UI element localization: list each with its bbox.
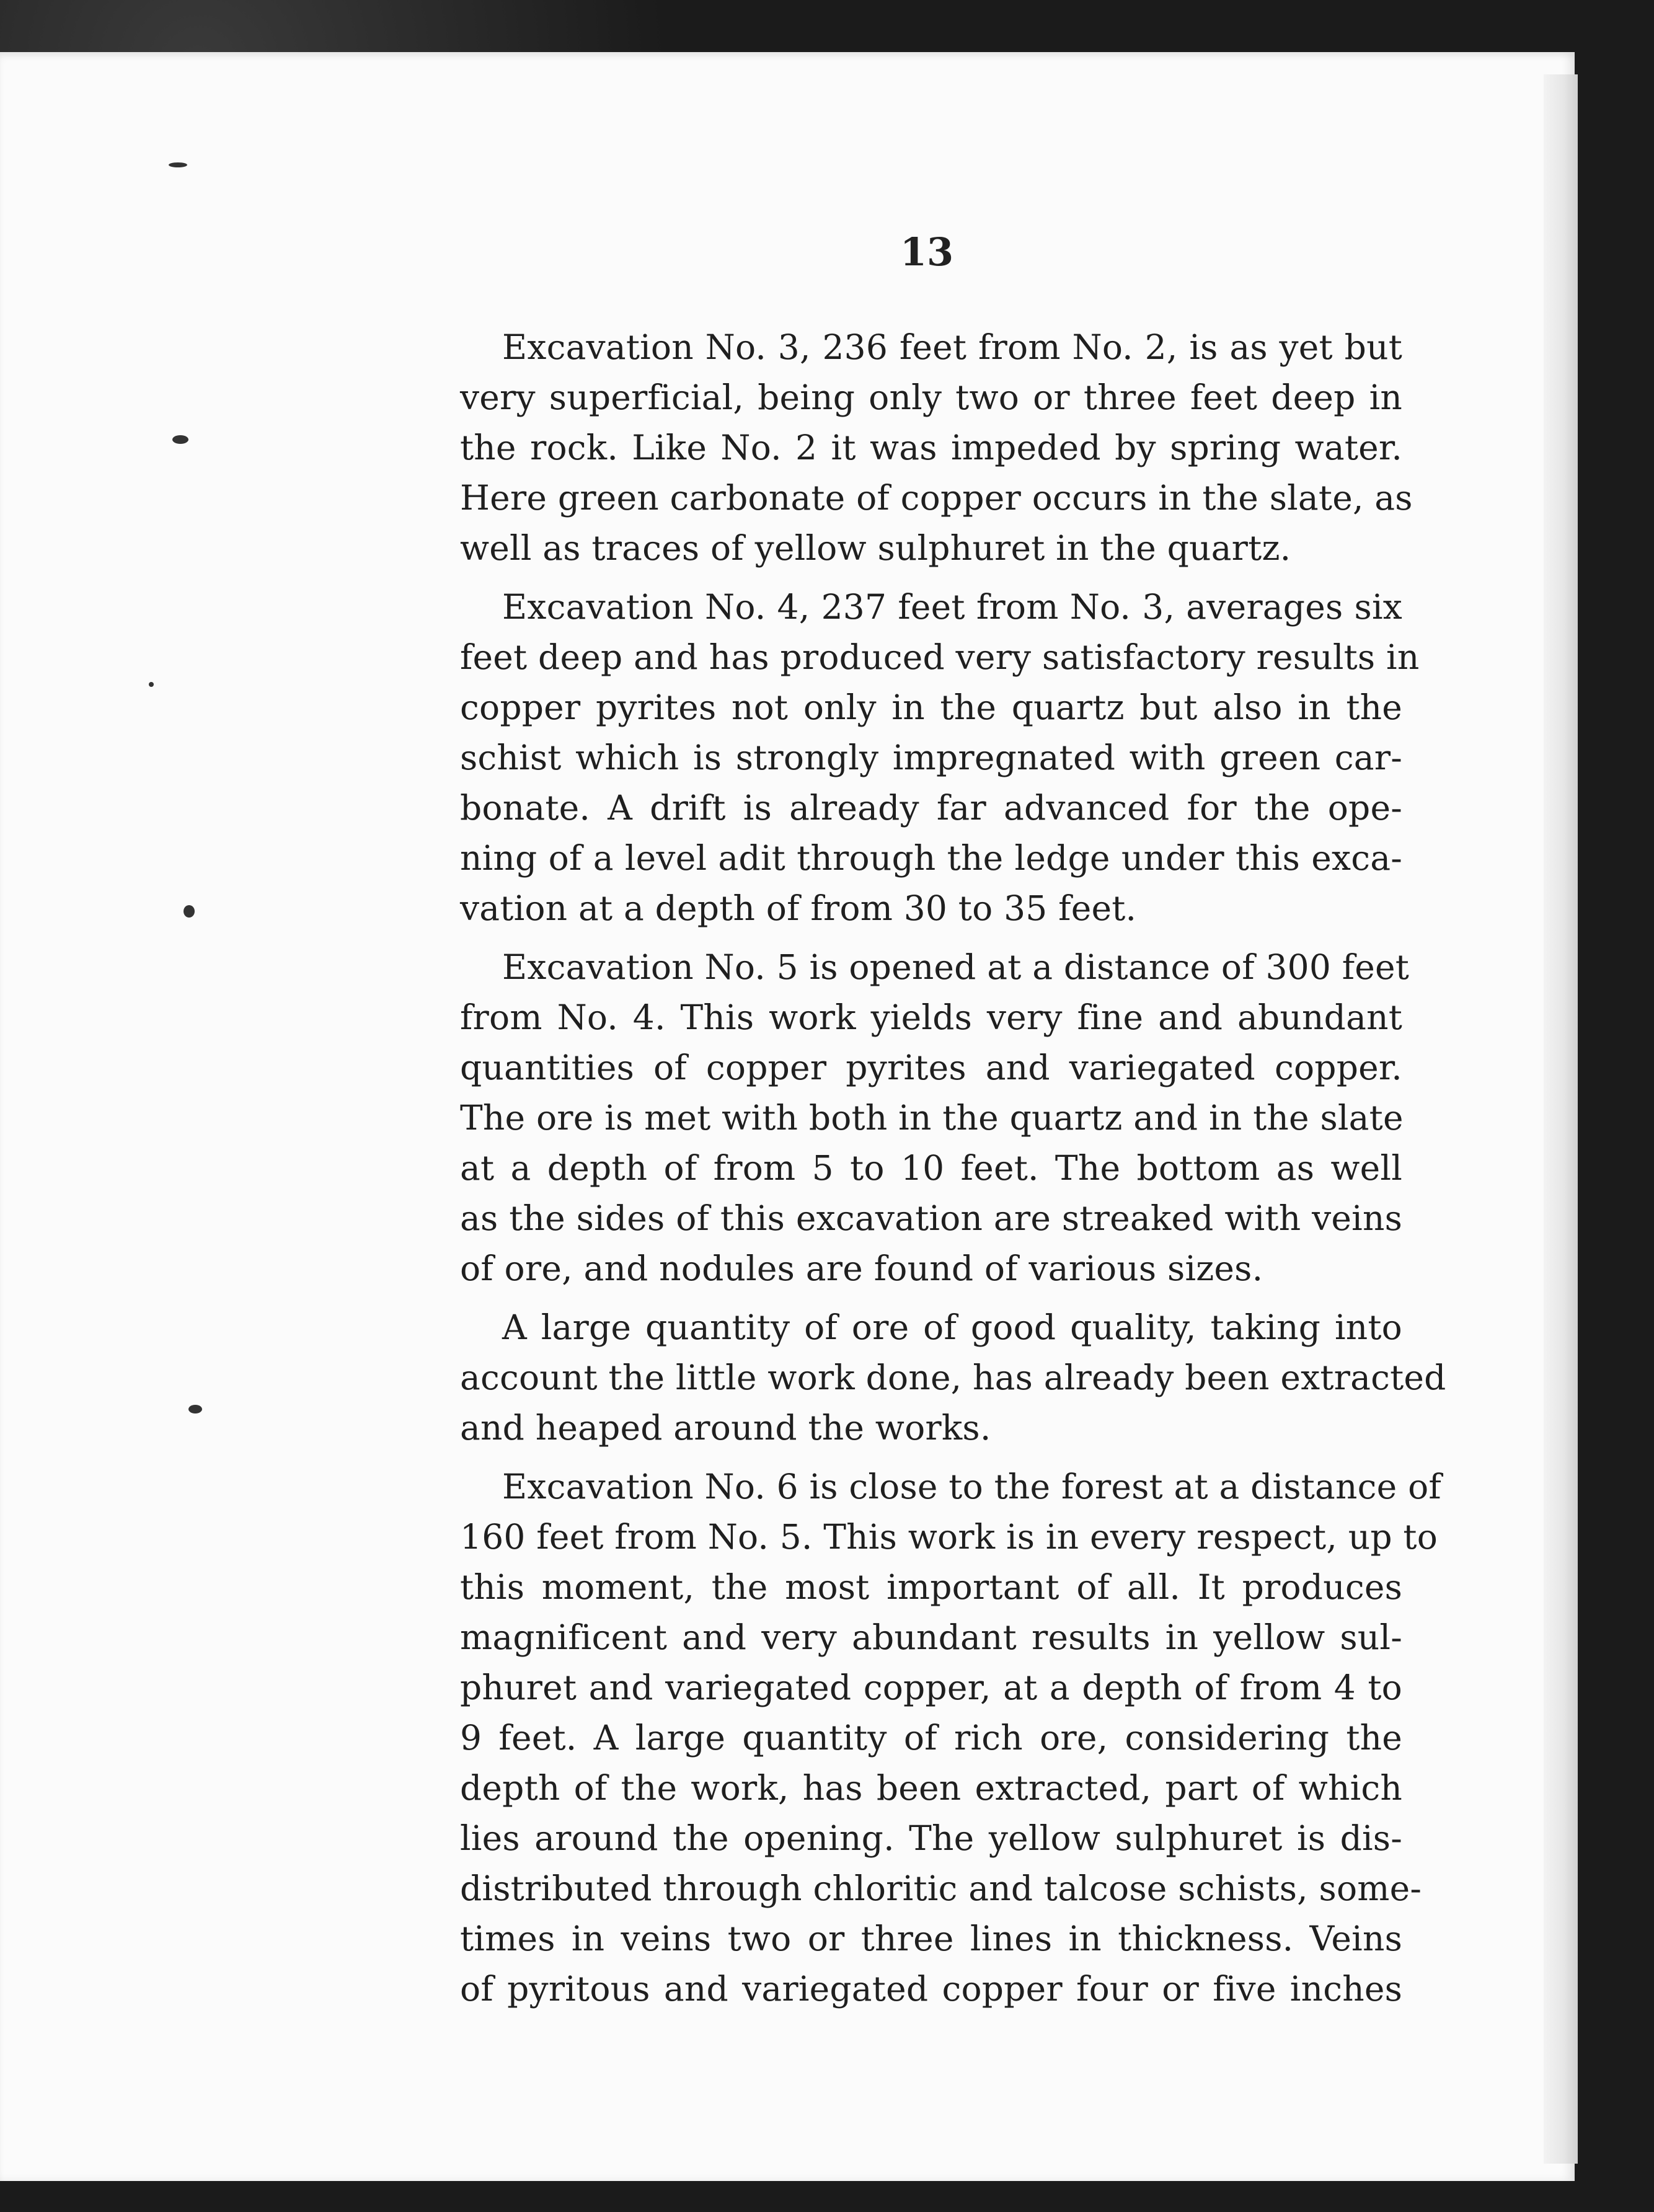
margin-mark: [169, 162, 187, 167]
text-line: phuret and variegated copper, at a depth of from 4 to: [460, 1668, 1402, 1707]
text-line: A large quantity of ore of good quality, taking into: [502, 1307, 1402, 1347]
text-line: lies around the opening. The yellow sulphuret is dis-: [460, 1818, 1402, 1858]
text-line: 9 feet. A large quantity of rich ore, considering the: [460, 1718, 1402, 1758]
text-line: bonate. A drift is already far advanced for the ope-: [460, 788, 1402, 828]
text-line: distributed through chloritic and talcose schists, some-: [460, 1869, 1422, 1908]
text-line: Here green carbonate of copper occurs in the slate, as: [460, 478, 1413, 518]
text-line: 160 feet from No. 5. This work is in every respect, up to: [460, 1517, 1438, 1557]
page-edge-shadow: [1544, 74, 1578, 2164]
text-line: account the little work done, has already been extracted: [460, 1358, 1446, 1397]
text-line: times in veins two or three lines in thickness. Veins: [460, 1919, 1402, 1958]
text-line: Excavation No. 4, 237 feet from No. 3, averages six: [502, 587, 1402, 627]
text-line: copper pyrites not only in the quartz but also in the: [460, 688, 1402, 727]
text-line: well as traces of yellow sulphuret in the quartz.: [460, 528, 1291, 568]
text-line: Excavation No. 5 is opened at a distance of 300 feet: [502, 947, 1410, 987]
text-line: the rock. Like No. 2 it was impeded by spring water.: [460, 428, 1402, 467]
text-line: Excavation No. 3, 236 feet from No. 2, is as yet but: [502, 327, 1402, 367]
text-line: magnificent and very abundant results in yellow sul-: [460, 1617, 1402, 1657]
text-line: very superficial, being only two or three feet deep in: [460, 378, 1402, 417]
text-line: The ore is met with both in the quartz and in the slate: [460, 1098, 1404, 1138]
text-line: of pyritous and variegated copper four or five inches: [460, 1969, 1402, 2009]
text-line: depth of the work, has been extracted, part of which: [460, 1768, 1402, 1808]
margin-mark: [172, 435, 188, 444]
paragraph-excavation-3: [460, 322, 1413, 573]
text-line: schist which is strongly impregnated with green car-: [460, 738, 1402, 777]
paragraph-excavation-4: [460, 582, 1420, 934]
margin-mark: [149, 682, 154, 687]
text-line: ning of a level adit through the ledge under this exca-: [460, 838, 1402, 878]
text-line: feet deep and has produced very satisfactory results in: [460, 637, 1420, 677]
text-line: vation at a depth of from 30 to 35 feet.: [460, 888, 1137, 928]
text-line: quantities of copper pyrites and variegated copper.: [460, 1048, 1402, 1087]
text-line: Excavation No. 6 is close to the forest at a distance of: [502, 1467, 1441, 1506]
text-line: as the sides of this excavation are streaked with veins: [460, 1198, 1402, 1238]
text-line: and heaped around the works.: [460, 1408, 991, 1448]
text-line: at a depth of from 5 to 10 feet. The bottom as well: [460, 1148, 1402, 1188]
text-line: of ore, and nodules are found of various sizes.: [460, 1249, 1263, 1288]
margin-mark: [188, 1405, 202, 1413]
text-line: from No. 4. This work yields very fine and abundant: [460, 998, 1402, 1037]
paragraph-excavation-5: [460, 942, 1410, 1294]
text-line: this moment, the most important of all. It produces: [460, 1567, 1402, 1607]
page-number: 13: [900, 229, 954, 275]
paragraph-ore-quantity: [460, 1303, 1446, 1453]
margin-mark: [184, 905, 195, 918]
paragraph-excavation-6: [460, 1462, 1441, 2014]
body-text: [460, 322, 1446, 2023]
